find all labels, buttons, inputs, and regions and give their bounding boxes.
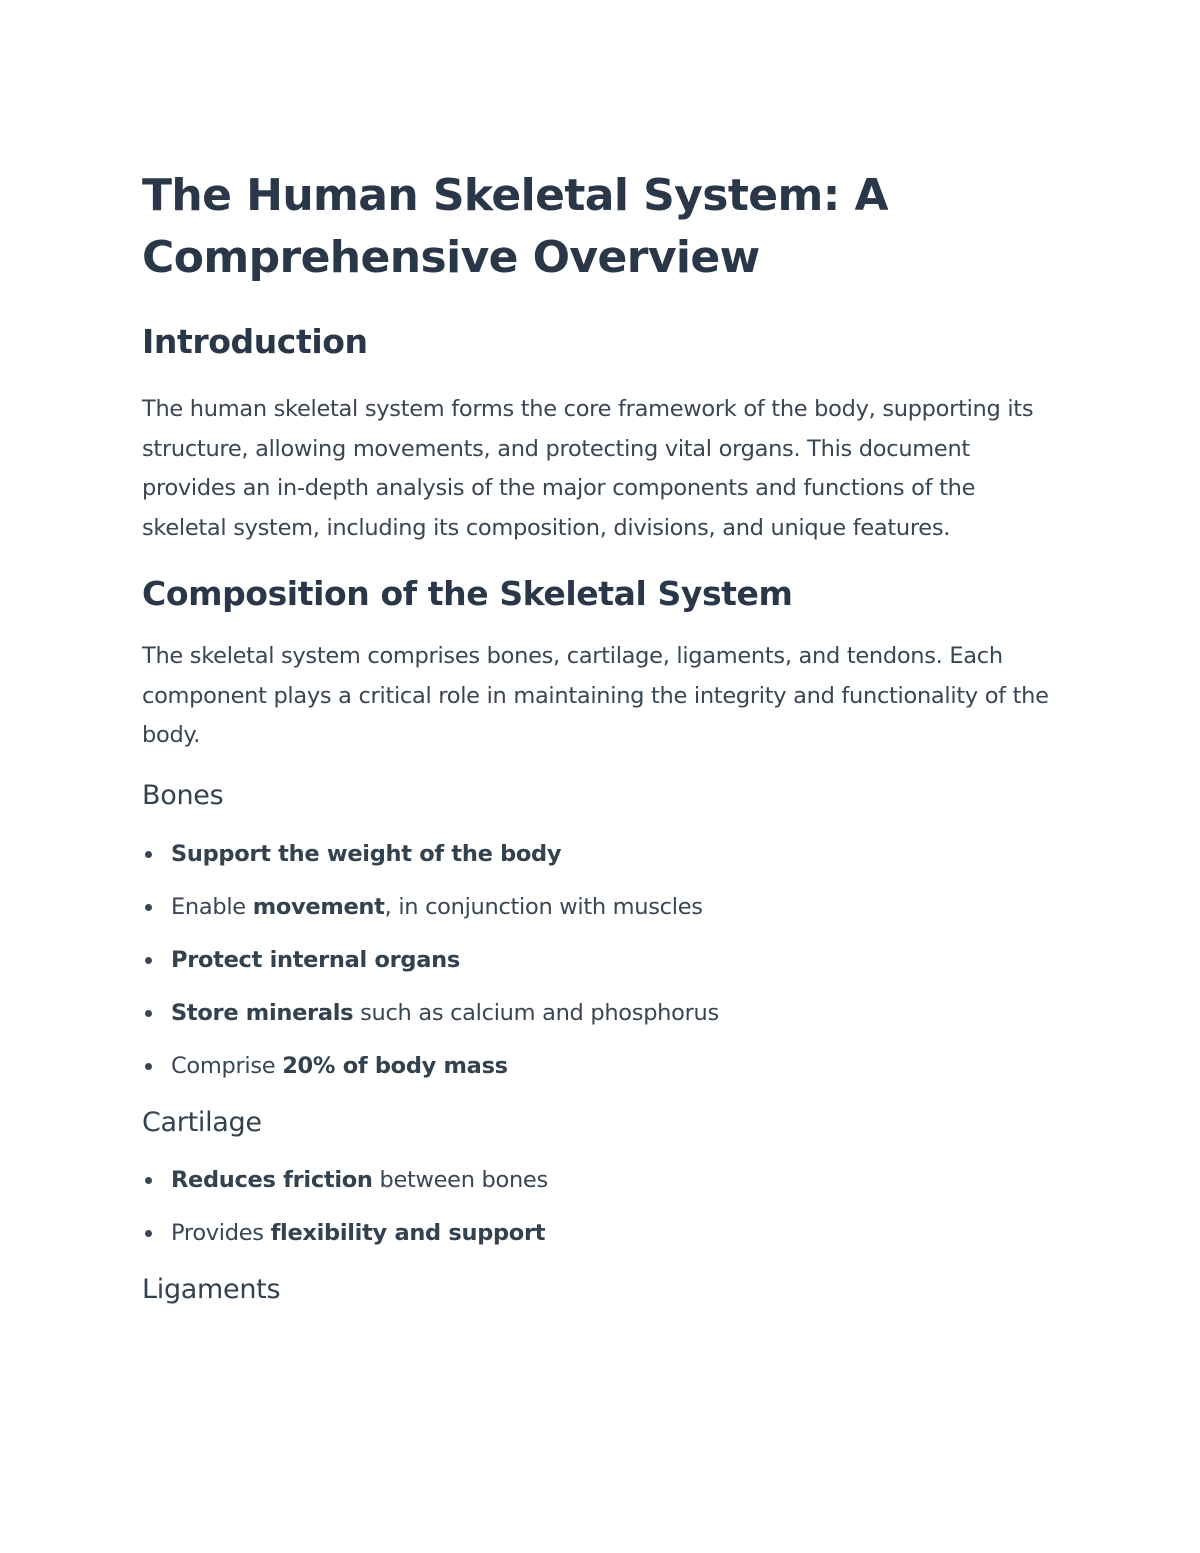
list-item (142, 1165, 1062, 1195)
plain-text: such as calcium and phosphorus (353, 999, 719, 1026)
bold-text: Reduces friction (171, 1166, 373, 1193)
plain-text: Enable (171, 893, 253, 920)
bold-text: 20% of body mass (282, 1052, 508, 1079)
bold-text: movement (252, 893, 385, 920)
plain-text: Provides (171, 1219, 271, 1246)
cartilage-heading: Cartilage (142, 1106, 262, 1138)
list-item (142, 945, 1062, 975)
list-item (142, 1218, 1062, 1248)
list-item (142, 892, 1062, 922)
bold-text: flexibility and support (270, 1219, 546, 1246)
document-page (142, 165, 1062, 1307)
composition-paragraph: The skeletal system comprises bones, cartilage, ligaments, and tendons. Each component plays a critical role in maintaining the integrity and functionality of the body. (142, 643, 1049, 748)
introduction-paragraph: The human skeletal system forms the core framework of the body, supporting its structure, allowing movements, and protecting vital organs. This document provides an in-depth analysis of the major components and functions of the skeletal system, including its composition, divisions, and unique features. (142, 396, 1034, 541)
bullet-icon (145, 957, 152, 964)
composition-heading: Composition of the Skeletal System (142, 574, 793, 613)
list-item (142, 998, 1062, 1028)
list-item (142, 1051, 1062, 1081)
bullet-icon (145, 1230, 152, 1237)
bullet-icon (145, 851, 152, 858)
document-title: The Human Skeletal System: A Comprehensive Overview (142, 170, 888, 283)
bones-list (142, 839, 1062, 1081)
bullet-icon (145, 1063, 152, 1070)
cartilage-list (142, 1165, 1062, 1248)
bullet-icon (145, 1177, 152, 1184)
bullet-icon (145, 904, 152, 911)
bold-text: Store minerals (171, 999, 354, 1026)
list-item (142, 839, 1062, 869)
plain-text: Comprise (171, 1052, 283, 1079)
plain-text: between bones (372, 1166, 548, 1193)
introduction-heading: Introduction (142, 322, 368, 361)
bold-text: Protect internal organs (171, 946, 460, 973)
plain-text: , in conjunction with muscles (384, 893, 703, 920)
ligaments-heading: Ligaments (142, 1273, 281, 1305)
bold-text: Support the weight of the body (171, 840, 562, 867)
bullet-icon (145, 1010, 152, 1017)
bones-heading: Bones (142, 779, 224, 811)
